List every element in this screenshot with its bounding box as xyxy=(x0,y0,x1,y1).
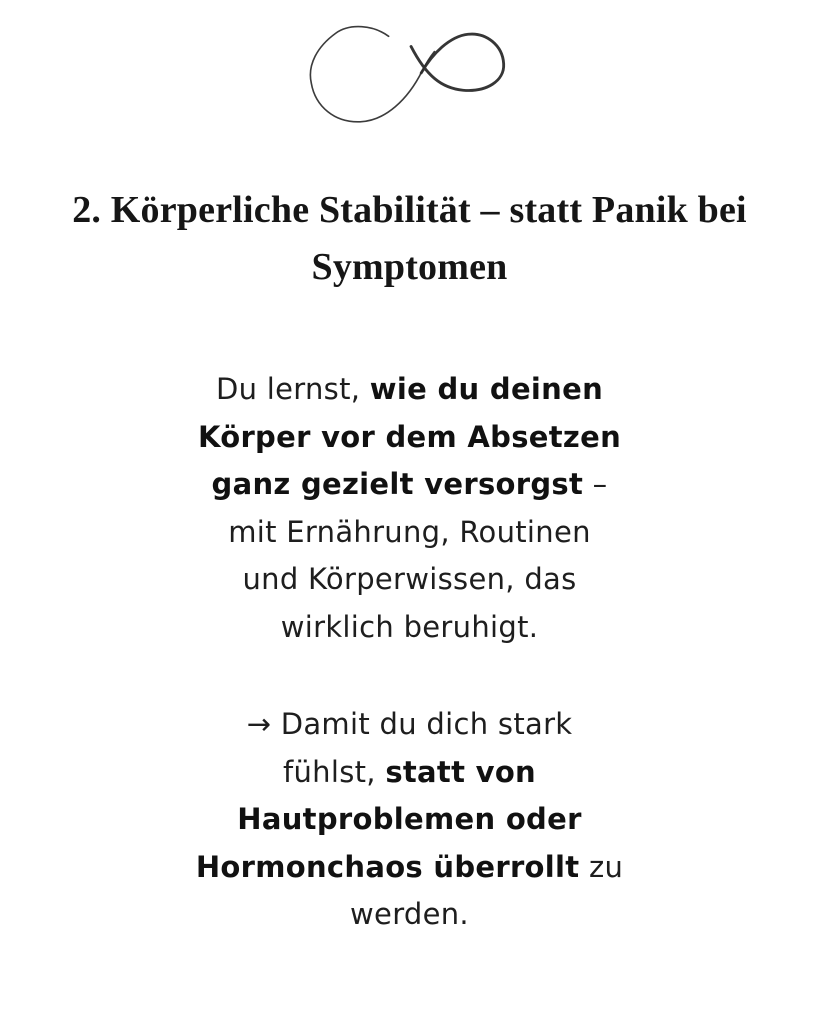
text-segment: werden. xyxy=(350,897,469,931)
infinity-sketch-icon xyxy=(302,20,516,134)
text-line xyxy=(0,604,819,652)
slide-body xyxy=(0,366,819,939)
text-line xyxy=(0,796,819,844)
bold-text-segment: wie du deinen xyxy=(369,372,604,406)
slide-title-line-1: 2. Körperliche Stabilität – statt Panik bei xyxy=(72,189,747,231)
text-line xyxy=(0,556,819,604)
text-line xyxy=(0,844,819,892)
body-paragraph-1 xyxy=(0,366,819,651)
text-line xyxy=(0,749,819,797)
text-line xyxy=(0,891,819,939)
text-segment: mit Ernährung, Routinen xyxy=(228,514,591,549)
bold-text-segment: Körper vor dem Absetzen xyxy=(197,419,622,454)
body-paragraph-2 xyxy=(0,701,819,939)
text-line xyxy=(0,414,819,462)
infinity-sketch-svg xyxy=(302,20,516,134)
text-segment: wirklich beruhigt. xyxy=(280,609,539,644)
bold-text-segment: statt von xyxy=(385,754,537,789)
text-line xyxy=(0,461,819,509)
text-segment: und Körperwissen, das xyxy=(242,562,577,596)
text-line xyxy=(0,366,819,414)
bold-text-segment: Hormonchaos überrollt xyxy=(195,849,580,884)
text-segment: → Damit du dich stark xyxy=(246,707,573,741)
text-segment: Du lernst, xyxy=(215,372,370,406)
bold-text-segment: ganz gezielt versorgst xyxy=(211,467,584,501)
text-segment: – xyxy=(583,467,608,501)
text-segment: zu xyxy=(579,849,624,884)
bold-text-segment: Hautproblemen oder xyxy=(237,802,582,836)
text-segment: fühlst, xyxy=(282,754,386,789)
text-line xyxy=(0,509,819,557)
text-line xyxy=(0,701,819,749)
slide-title-line-2: Symptomen xyxy=(311,246,508,288)
slide-title xyxy=(0,182,819,296)
